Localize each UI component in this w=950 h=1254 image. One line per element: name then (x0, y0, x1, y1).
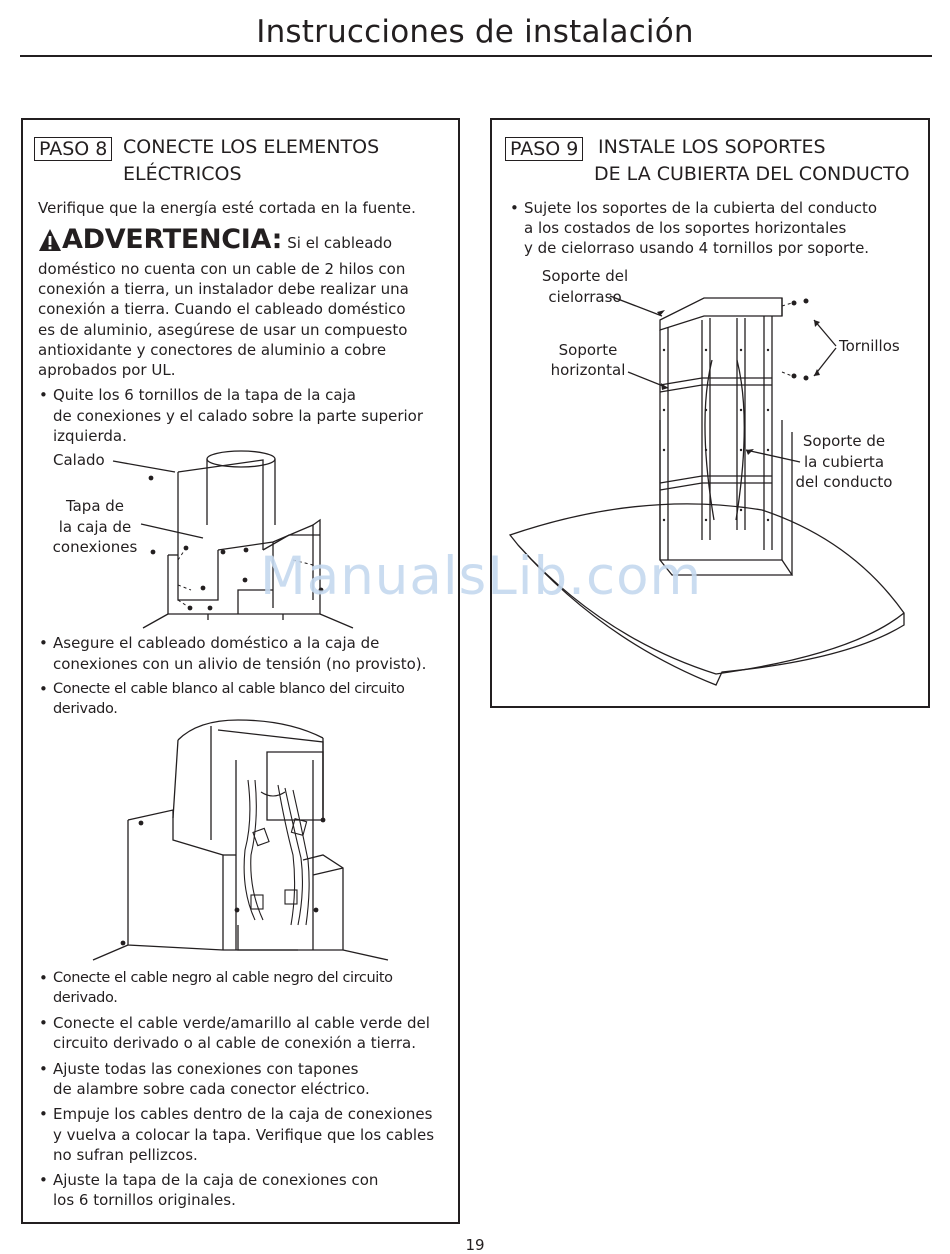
label-tapa-1: Tapa de (65, 497, 125, 515)
label-duct-1: Soporte de (802, 432, 886, 450)
wiring-figure (23, 120, 458, 1220)
step8-bullet8-line2: los 6 tornillos originales. (53, 1191, 236, 1209)
warning-line-1: Si el cableado (287, 234, 393, 252)
label-duct-2: la cubierta (803, 453, 885, 471)
step9-panel (490, 118, 930, 708)
bullet-dot: • (39, 634, 48, 652)
step9-bullet1-line3: y de cielorraso usando 4 tornillos por soporte. (524, 239, 870, 257)
page-title: Instrucciones de instalación (256, 14, 694, 50)
step8-bullet7-line3: no sufran pellizcos. (53, 1146, 198, 1164)
label-ceiling-1: Soporte del (541, 267, 629, 285)
label-horizontal-1: Soporte (558, 341, 618, 359)
warning-line-6: antioxidante y conectores de aluminio a cobre (38, 341, 387, 359)
warning-line-4: conexión a tierra. Cuando el cableado doméstico (38, 300, 406, 318)
warning-line-5: es de aluminio, asegúrese de usar un compuesto (38, 321, 408, 339)
bullet-dot: • (39, 969, 48, 987)
step8-bullet3-line1: Conecte el cable blanco al cable blanco del circuito (53, 681, 405, 697)
step9-bullet1-line1: Sujete los soportes de la cubierta del conducto (524, 199, 878, 217)
bullet-dot: • (39, 680, 48, 698)
warning-line-7: aprobados por UL. (38, 361, 176, 379)
step8-bullet1-line1: Quite los 6 tornillos de la tapa de la caja (53, 386, 356, 404)
step8-bullet6-line1: Ajuste todas las conexiones con tapones (53, 1060, 359, 1078)
step8-bullet5-line2: circuito derivado o al cable de conexión a tierra. (53, 1034, 416, 1052)
step8-bullet6-line2: de alambre sobre cada conector eléctrico. (53, 1080, 370, 1098)
step8-intro: Verifique que la energía esté cortada en la fuente. (38, 199, 416, 217)
step9-heading-line2: DE LA CUBIERTA DEL CONDUCTO (594, 163, 910, 185)
step8-heading-line1: CONECTE LOS ELEMENTOS (123, 136, 380, 158)
label-tapa-3: conexiones (52, 538, 138, 556)
step9-badge: PASO 9 (505, 137, 583, 161)
page-number: 19 (465, 1236, 485, 1254)
bullet-dot: • (39, 386, 48, 404)
step8-bullet7-line1: Empuje los cables dentro de la caja de conexiones (53, 1105, 433, 1123)
step8-panel (21, 118, 460, 1224)
step8-bullet7-line2: y vuelva a colocar la tapa. Verifique que los cables (53, 1126, 435, 1144)
step8-bullet3-line2: derivado. (53, 701, 118, 717)
step8-bullet5-line1: Conecte el cable verde/amarillo al cable verde del (53, 1014, 430, 1032)
step8-bullet2-line1: Asegure el cableado doméstico a la caja de (53, 634, 380, 652)
label-screws: Tornillos (839, 337, 900, 355)
bullet-dot: • (39, 1060, 48, 1078)
warning-word: ADVERTENCIA: (62, 224, 283, 255)
warning-line-3: conexión a tierra, un instalador debe realizar una (38, 280, 409, 298)
step8-bullet8-line1: Ajuste la tapa de la caja de conexiones con (53, 1171, 379, 1189)
step8-heading-line2: ELÉCTRICOS (123, 163, 242, 185)
step8-bullet1-line2: de conexiones y el calado sobre la parte superior (53, 407, 424, 425)
label-horizontal-2: horizontal (550, 361, 626, 379)
step8-bullet2-line2: conexiones con un alivio de tensión (no provisto). (53, 655, 427, 673)
step8-bullet1-line3: izquierda. (53, 427, 127, 445)
step9-bullet1-line2: a los costados de los soportes horizontales (524, 219, 847, 237)
bullet-dot: • (39, 1171, 48, 1189)
step9-heading-line1: INSTALE LOS SOPORTES (598, 136, 826, 158)
label-calado: Calado (53, 451, 105, 469)
label-tapa-2: la caja de (58, 518, 132, 536)
bullet-dot: • (510, 199, 519, 217)
title-rule (20, 55, 932, 57)
label-ceiling-2: cielorraso (548, 288, 622, 306)
label-duct-3: del conducto (795, 473, 893, 491)
duct-support-figure (492, 120, 928, 706)
step8-bullet4-line1: Conecte el cable negro al cable negro del circuito (53, 970, 393, 986)
warning-line-2: doméstico no cuenta con un cable de 2 hilos con (38, 260, 406, 278)
bullet-dot: • (39, 1014, 48, 1032)
step8-badge: PASO 8 (34, 137, 112, 161)
step8-bullet4-line2: derivado. (53, 990, 118, 1006)
bullet-dot: • (39, 1105, 48, 1123)
watermark: ManualsLib.com (260, 546, 703, 607)
